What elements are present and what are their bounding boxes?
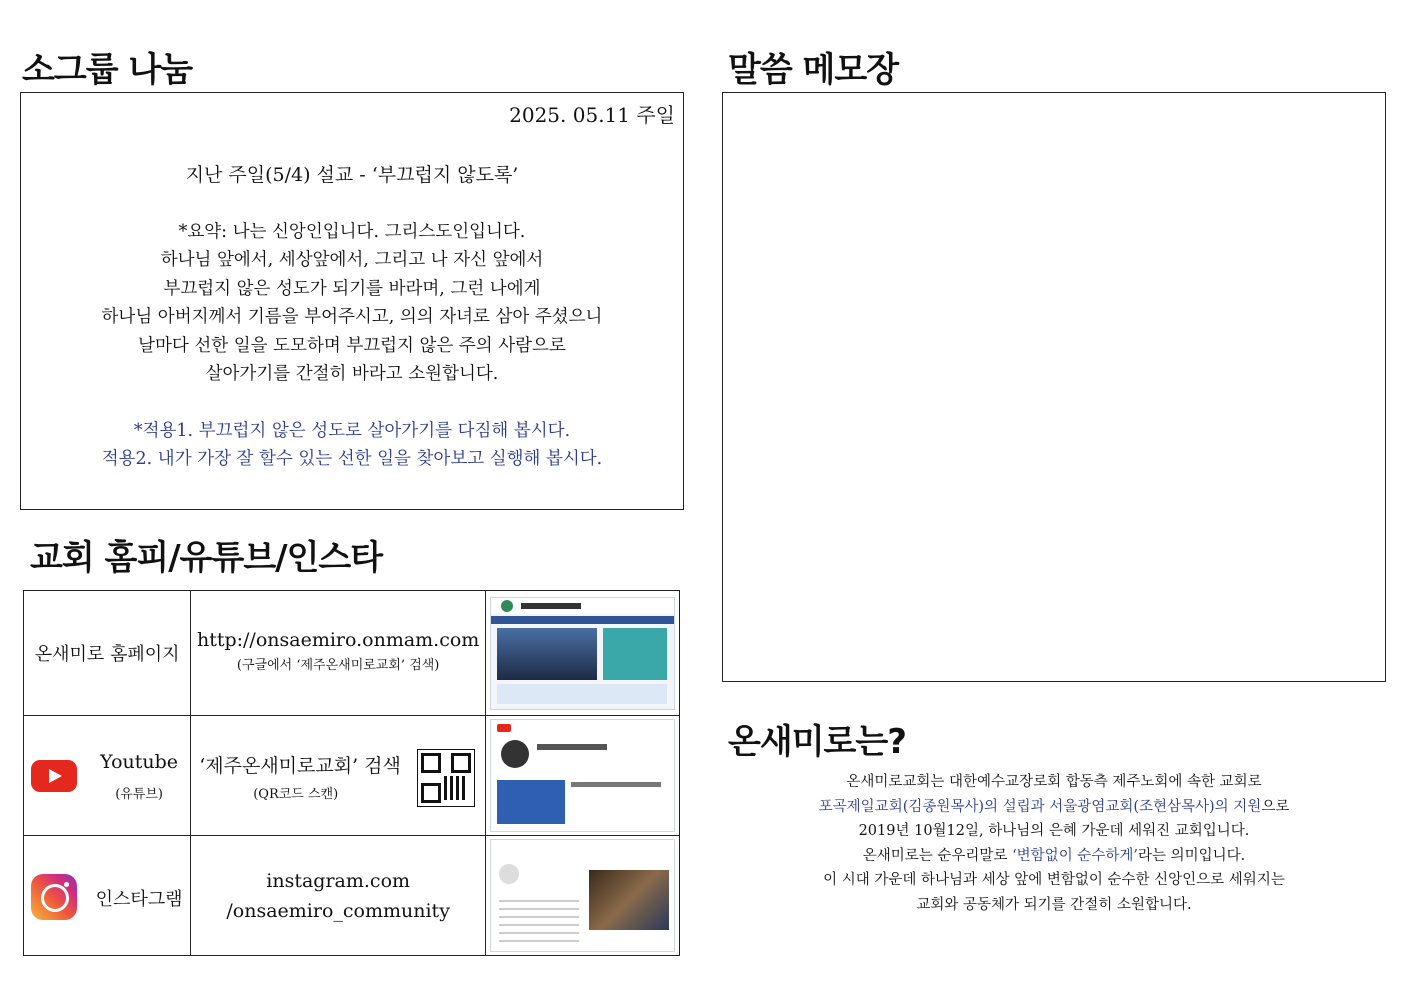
- youtube-icon[interactable]: [31, 760, 77, 792]
- about-line: 온새미로교회는 대한예수교장로회 합동측 제주노회에 속한 교회로: [846, 774, 1262, 790]
- homepage-screenshot: [490, 597, 675, 710]
- homepage-label: 온새미로 홈페이지: [24, 591, 191, 716]
- about-line: 포곡제일교회(김종원목사)의 설립과 서울광염교회(조현삼목사)의 지원으로: [818, 798, 1290, 815]
- instagram-row: [24, 836, 680, 956]
- homepage-url[interactable]: http://onsaemiro.onmam.com: [196, 629, 480, 651]
- about-line: 온새미로는 순우리말로 ‘변함없이 순수하게’라는 의미입니다.: [862, 847, 1246, 864]
- youtube-screenshot: [490, 719, 675, 832]
- summary-line: 부끄럽지 않은 성도가 되기를 바라며, 그런 나에게: [163, 278, 541, 299]
- about-highlight: 포곡제일교회(김종원목사)의 설립과 서울광염교회(조현삼목사)의 지원: [818, 798, 1262, 815]
- summary-line: 날마다 선한 일을 도모하며 부끄럽지 않은 주의 사람으로: [138, 335, 566, 356]
- homepage-row: [24, 591, 680, 716]
- links-table: [23, 590, 680, 956]
- sermon-date: 2025. 05.11 주일: [509, 103, 675, 127]
- youtube-row: [24, 716, 680, 836]
- sermon-box: [20, 92, 684, 510]
- summary-line: 살아가기를 간절히 바라고 소원합니다.: [205, 364, 499, 384]
- youtube-label: Youtube: [100, 750, 179, 773]
- application-line: 적용2. 내가 가장 잘 할수 있는 선한 일을 찾아보고 실행해 봅시다.: [101, 449, 603, 469]
- about-heading: 온새미로는?: [728, 722, 906, 762]
- instagram-label: 인스타그램: [95, 888, 183, 910]
- instagram-url-line2[interactable]: /onsaemiro_community: [226, 899, 450, 922]
- summary-line: 하나님 앞에서, 세상앞에서, 그리고 나 자신 앞에서: [160, 250, 544, 270]
- instagram-icon[interactable]: [31, 874, 77, 920]
- qr-code-icon[interactable]: [417, 749, 475, 807]
- globe-icon: [501, 600, 513, 612]
- summary-line: 하나님 아버지께서 기름을 부어주시고, 의의 자녀로 삼아 주셨으니: [101, 307, 603, 327]
- memo-heading: 말씀 메모장: [728, 50, 899, 90]
- summary-line: *요약: 나는 신앙인입니다. 그리스도인입니다.: [178, 221, 526, 242]
- about-line: 이 시대 가운데 하나님과 세상 앞에 변함없이 순수한 신앙인으로 세워지는: [823, 872, 1285, 888]
- links-heading: 교회 홈피/유튜브/인스타: [30, 538, 383, 578]
- sermon-body: [21, 161, 683, 474]
- memo-box[interactable]: [722, 92, 1386, 682]
- about-line: 교회와 공동체가 되기를 간절히 소원합니다.: [916, 896, 1192, 913]
- youtube-search-text: ‘제주온새미로교회’ 검색: [199, 754, 401, 777]
- smallgroup-heading: 소그룹 나눔: [22, 50, 193, 90]
- sermon-title: 지난 주일(5/4) 설교 - ‘부끄럽지 않도록’: [185, 164, 519, 186]
- about-line: 2019년 10월12일, 하나님의 은혜 가운데 세워진 교회입니다.: [858, 823, 1250, 839]
- youtube-note: (QR코드 스캔): [253, 786, 339, 802]
- instagram-url-line1[interactable]: instagram.com: [266, 869, 411, 892]
- homepage-note: (구글에서 ‘제주온새미로교회’ 검색): [236, 658, 440, 673]
- about-text: [722, 770, 1386, 917]
- youtube-sublabel: (유튜브): [115, 786, 164, 802]
- application-line: *적용1. 부끄럽지 않은 성도로 살아가기를 다짐해 봅시다.: [133, 420, 571, 441]
- instagram-screenshot: [490, 839, 675, 952]
- about-highlight: ‘변함없이 순수하게’: [1012, 847, 1138, 864]
